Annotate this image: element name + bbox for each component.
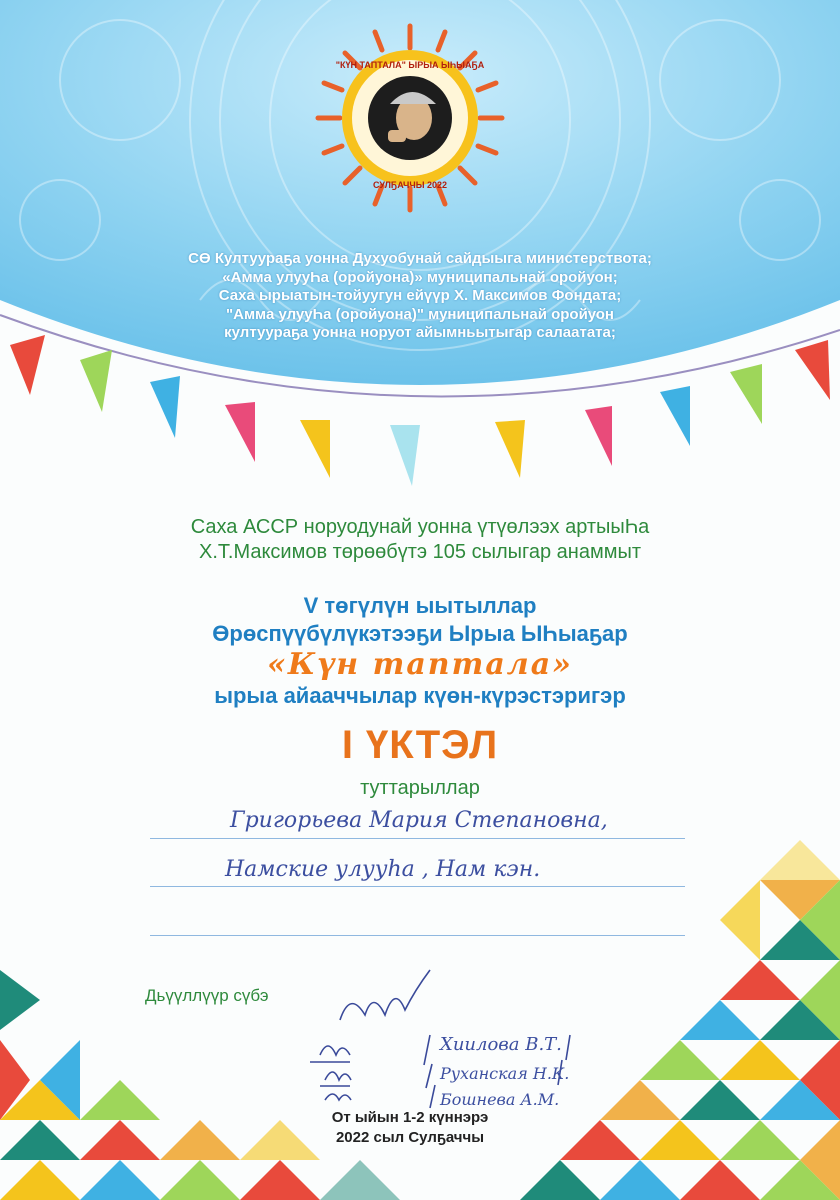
footer-year-place: 2022 сыл Сулҕаччы: [335, 1129, 485, 1146]
jury-label: Дьүүллүүр сүбэ: [145, 986, 269, 1005]
awarded-label: туттарыллар: [360, 777, 480, 799]
event-line-3: ырыа айааччылар күөн-күрэстэригэр: [214, 683, 626, 708]
footer-date: От ыйын 1-2 күннэрэ: [331, 1109, 489, 1126]
recipient-place: Намские улууһа , Нам кэн.: [225, 857, 541, 882]
degree-title: I ҮКТЭЛ: [341, 723, 499, 767]
organizers-block: [100, 250, 740, 343]
event-line-1: V төгүлүн ыытыллар: [303, 593, 537, 618]
occasion-line: Х.Т.Максимов төрөөбүтэ 105 сылыгар анаммыт: [198, 541, 642, 563]
emblem-bottom-text: СУЛҔАЧЧЫ 2022: [372, 180, 448, 190]
event-line-2: Өрөспүүбүлүкэтээҕи Ырыа ЫҺыаҕар: [212, 621, 628, 646]
organizer-line: Саха ырыатын-тойуугун ейүүр Х. Максимов Фондата;: [218, 287, 622, 304]
signature-name-2: Руханская Н.К.: [440, 1064, 570, 1083]
footer-block: [300, 1108, 520, 1148]
organizer-line: СӨ Култуураҕа уонна Духуобунай сайдыыга министерствота;: [188, 250, 652, 267]
occasion-block: [60, 515, 780, 565]
event-block: [60, 592, 780, 710]
recipient-line-1: [150, 838, 685, 839]
signature-name-3: Бошнева А.М.: [440, 1090, 560, 1109]
organizer-line: култуураҕа уонна норуот айымньытыгар салаатата;: [224, 324, 616, 341]
festival-name: «Күн таптала»: [267, 647, 573, 682]
signature-name-1: Хиилова В.Т.: [440, 1034, 562, 1055]
emblem-ring-text: "КҮН ТАПТАЛА" ЫРЫА ЫҺЫАҔА: [335, 60, 485, 70]
organizer-line: «Амма улууҺа (оройуона)» муниципальнай оройуон;: [222, 268, 618, 286]
organizer-line: "Амма улууҺа (оройуона)" муниципальнай оройуон: [226, 305, 614, 323]
occasion-line: Саха АССР норуодунай уонна үтүөлээх артыыҺа: [190, 516, 650, 538]
recipient-name: Григорьева Мария Степановна,: [230, 808, 608, 833]
